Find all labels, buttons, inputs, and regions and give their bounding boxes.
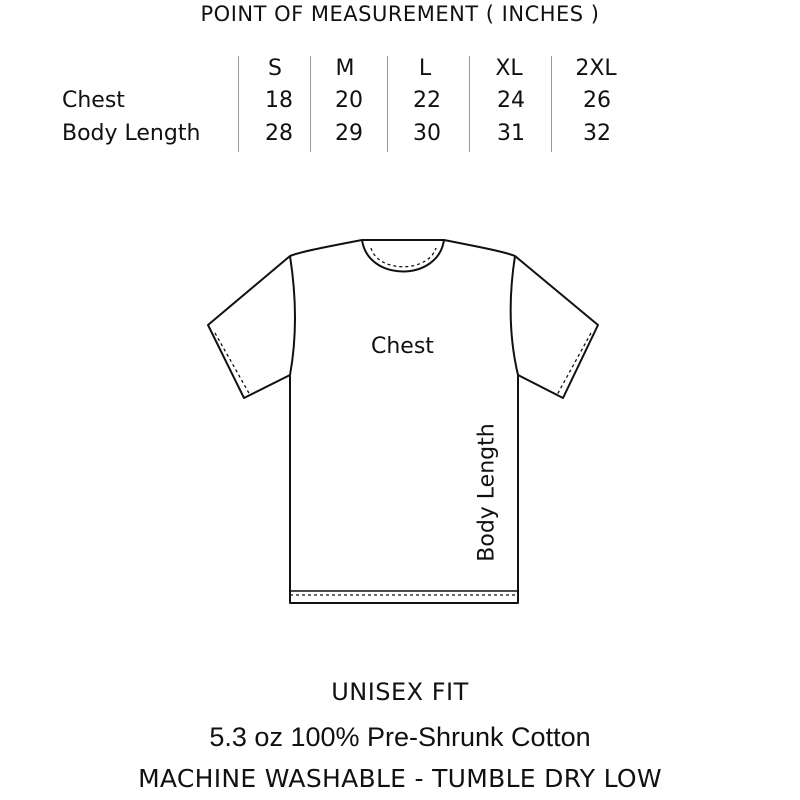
table-cell: 20 (335, 88, 363, 113)
tshirt-outline (208, 240, 598, 603)
body-length-label: Body Length (474, 423, 500, 562)
table-cell: 31 (497, 121, 525, 146)
stitch-lines (215, 248, 591, 595)
row-label-body-length: Body Length (62, 121, 201, 146)
size-header-s: S (268, 56, 282, 81)
page-title: POINT OF MEASUREMENT ( INCHES ) (200, 2, 600, 26)
size-header-2xl: 2XL (575, 56, 617, 81)
fit-text: UNISEX FIT (331, 678, 469, 706)
table-cell: 24 (497, 88, 525, 113)
table-cell: 28 (265, 121, 293, 146)
care-text: MACHINE WASHABLE - TUMBLE DRY LOW (138, 764, 662, 793)
row-label-chest: Chest (62, 88, 125, 113)
size-header-xl: XL (495, 56, 523, 81)
table-cell: 29 (335, 121, 363, 146)
table-cell: 32 (583, 121, 611, 146)
table-cell: 18 (265, 88, 293, 113)
chest-label: Chest (371, 334, 434, 359)
table-cell: 22 (413, 88, 441, 113)
size-header-l: L (418, 56, 432, 81)
size-header-m: M (335, 56, 355, 81)
table-cell: 26 (583, 88, 611, 113)
fabric-text: 5.3 oz 100% Pre-Shrunk Cotton (209, 722, 591, 752)
table-cell: 30 (413, 121, 441, 146)
